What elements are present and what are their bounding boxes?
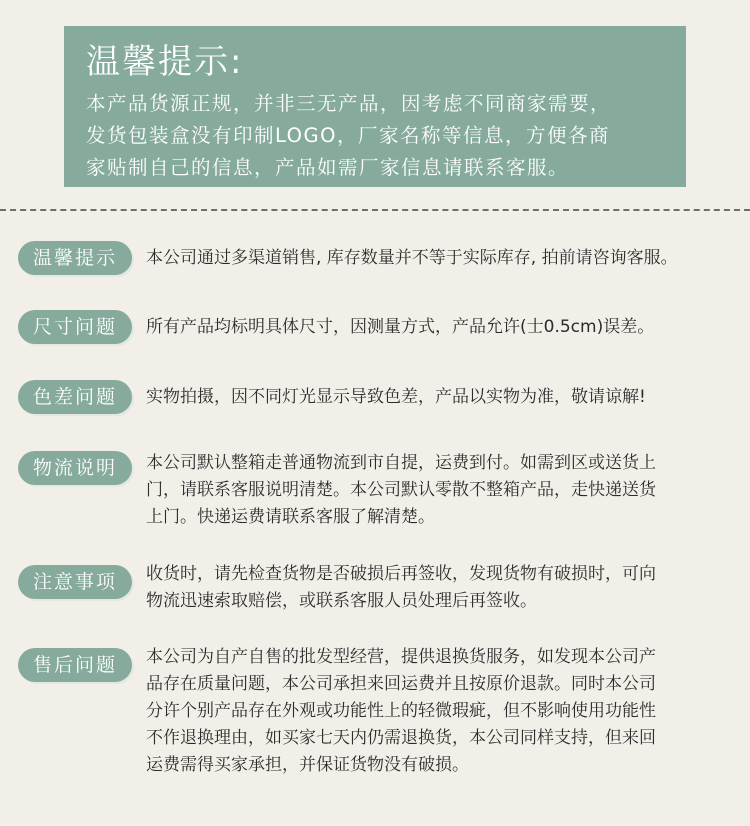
tag-color: 色差问题 — [18, 380, 132, 414]
notice-line: 本产品货源正规，并非三无产品，因考虑不同商家需要， — [86, 92, 612, 115]
tag-notes: 注意事项 — [18, 565, 132, 599]
info-line: 所有产品均标明具体尺寸，因测量方式，产品允许(士0.5cm)误差。 — [146, 317, 655, 337]
dashed-divider — [0, 209, 750, 211]
tag-reminder: 温馨提示 — [18, 241, 132, 275]
info-line: 运费需得买家承担，并保证货物没有破损。 — [146, 755, 469, 775]
info-line: 实物拍摄，因不同灯光显示导致色差，产品以实物为准，敬请谅解! — [146, 387, 646, 407]
info-line: 上门。快递运费请联系客服了解清楚。 — [146, 507, 435, 527]
info-line: 品存在质量问题，本公司承担来回运费并且按原价退款。同时本公司 — [146, 674, 656, 694]
info-line: 本公司默认整箱走普通物流到市自提，运费到付。如需到区或送货上 — [146, 453, 656, 473]
info-line: 门，请联系客服说明清楚。本公司默认零散不整箱产品，走快递送货 — [146, 480, 656, 500]
info-text-logistics — [146, 450, 738, 531]
info-text-size — [146, 314, 738, 341]
tag-size: 尺寸问题 — [18, 310, 132, 344]
notice-line: 家贴制自己的信息，产品如需厂家信息请联系客服。 — [86, 156, 570, 179]
info-line: 收货时，请先检查货物是否破损后再签收，发现货物有破损时，可向 — [146, 564, 656, 584]
info-line: 不作退换理由，如买家七天内仍需退换货，本公司同样支持，但来回 — [146, 728, 656, 748]
notice-title: 温馨提示: — [86, 42, 244, 82]
info-text-reminder — [146, 245, 738, 272]
info-line: 分许个别产品存在外观或功能性上的轻微瑕疵，但不影响使用功能性 — [146, 701, 656, 721]
info-line: 物流迅速索取赔偿，或联系客服人员处理后再签收。 — [146, 591, 537, 611]
info-text-color — [146, 384, 738, 411]
tag-after-sales: 售后问题 — [18, 648, 132, 682]
notice-line: 发货包装盒没有印制LOGO，厂家名称等信息，方便各商 — [86, 124, 610, 147]
info-text-after-sales — [146, 644, 738, 779]
info-text-notes — [146, 561, 738, 615]
notice-body — [86, 88, 668, 184]
info-line: 本公司通过多渠道销售, 库存数量并不等于实际库存, 拍前请咨询客服。 — [146, 248, 678, 268]
notice-box — [64, 26, 686, 187]
tag-logistics: 物流说明 — [18, 451, 132, 485]
info-line: 本公司为自产自售的批发型经营，提供退换货服务，如发现本公司产 — [146, 647, 656, 667]
